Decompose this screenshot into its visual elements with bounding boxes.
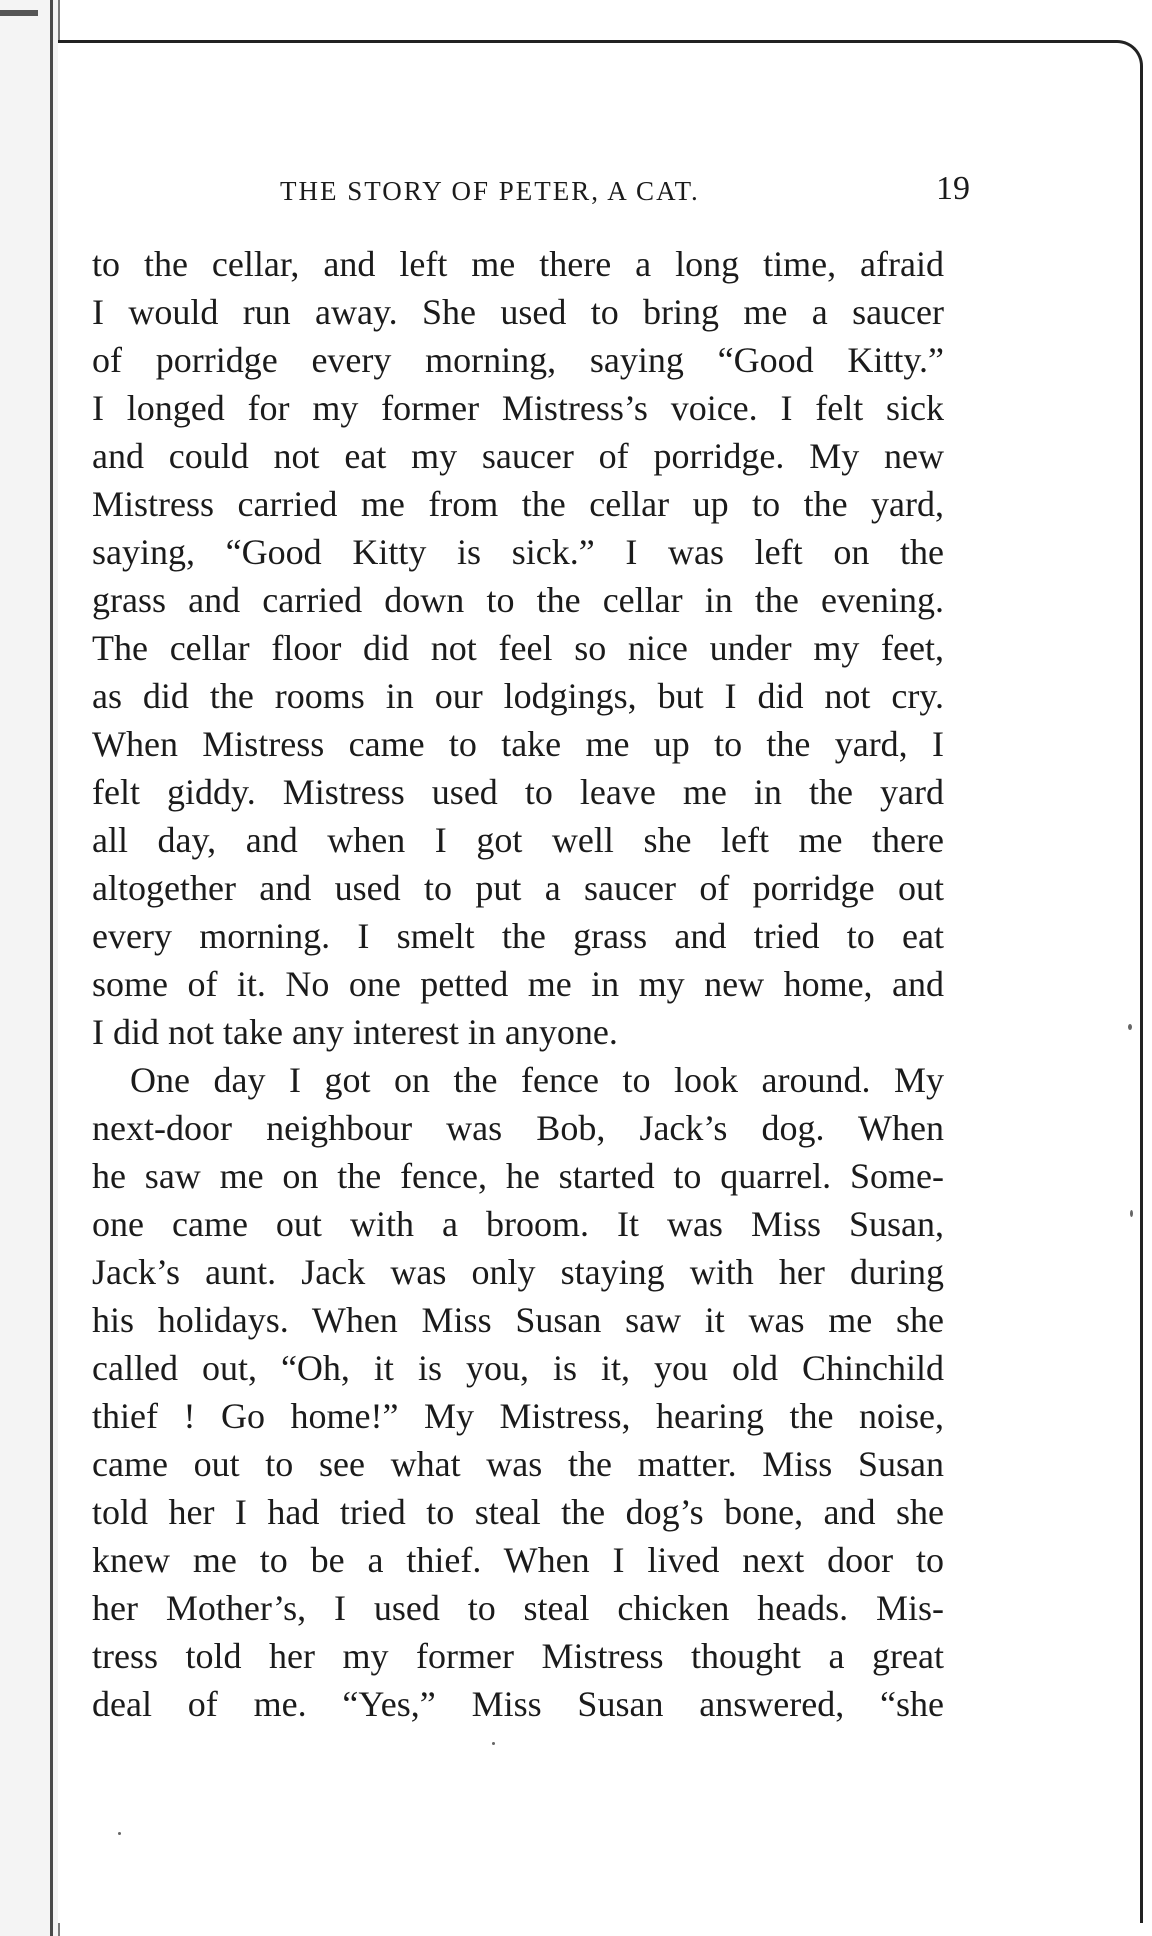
text-line: her Mother’s, I used to steal chicken heads. Mis- [92,1588,944,1628]
text-line: to the cellar, and left me there a long time, afraid [92,244,944,284]
text-line: altogether and used to put a saucer of porridge out [92,868,944,908]
text-line: knew me to be a thief. When I lived next door to [92,1540,944,1580]
text-line: The cellar floor did not feel so nice under my feet, [92,628,944,668]
text-line: Mistress carried me from the cellar up to the yard, [92,484,944,524]
text-line: next-door neighbour was Bob, Jack’s dog. When [92,1108,944,1148]
page-number: 19 [936,170,970,207]
text-line: he saw me on the fence, he started to quarrel. Some- [92,1156,944,1196]
text-line: deal of me. “Yes,” Miss Susan answered, “she [92,1684,944,1724]
text-line: and could not eat my saucer of porridge. My new [92,436,944,476]
text-line: some of it. No one petted me in my new home, and [92,964,944,1004]
text-line: his holidays. When Miss Susan saw it was me she [92,1300,944,1340]
text-line: called out, “Oh, it is you, is it, you old Chinchild [92,1348,944,1388]
text-line: thief ! Go home!” My Mistress, hearing the noise, [92,1396,944,1436]
paragraph-end-line: I did not take any interest in anyone. [92,1012,618,1052]
text-line: I longed for my former Mistress’s voice. I felt sick [92,388,944,428]
binding-line [50,0,53,1936]
page-header [280,170,970,230]
text-line: When Mistress came to take me up to the yard, I [92,724,944,764]
text-line: all day, and when I got well she left me there [92,820,944,860]
running-head: THE STORY OF PETER, A CAT. [280,176,700,206]
text-line: felt giddy. Mistress used to leave me in the yard [92,772,944,812]
text-line: every morning. I smelt the grass and tried to eat [92,916,944,956]
text-line: one came out with a broom. It was Miss Susan, [92,1204,944,1244]
text-line: saying, “Good Kitty is sick.” I was left on the [92,532,944,572]
text-line: of porridge every morning, saying “Good Kitty.” [92,340,944,380]
text-line: grass and carried down to the cellar in the evening. [92,580,944,620]
text-line: tress told her my former Mistress thought a great [92,1636,944,1676]
text-line: I would run away. She used to bring me a saucer [92,292,944,332]
body-text [92,240,944,1728]
text-line: told her I had tried to steal the dog’s bone, and she [92,1492,944,1532]
binding-notch [0,10,38,16]
scan-speck [1130,1210,1133,1217]
text-line: as did the rooms in our lodgings, but I did not cry. [92,676,944,716]
scan-speck [118,1832,121,1835]
text-line: came out to see what was the matter. Miss Susan [92,1444,944,1484]
book-binding-edge [0,0,60,1936]
text-line: Jack’s aunt. Jack was only staying with her during [92,1252,944,1292]
paragraph-first-line: One day I got on the fence to look around. My [130,1060,944,1100]
scan-speck [492,1742,495,1745]
scan-speck [1128,1024,1132,1030]
